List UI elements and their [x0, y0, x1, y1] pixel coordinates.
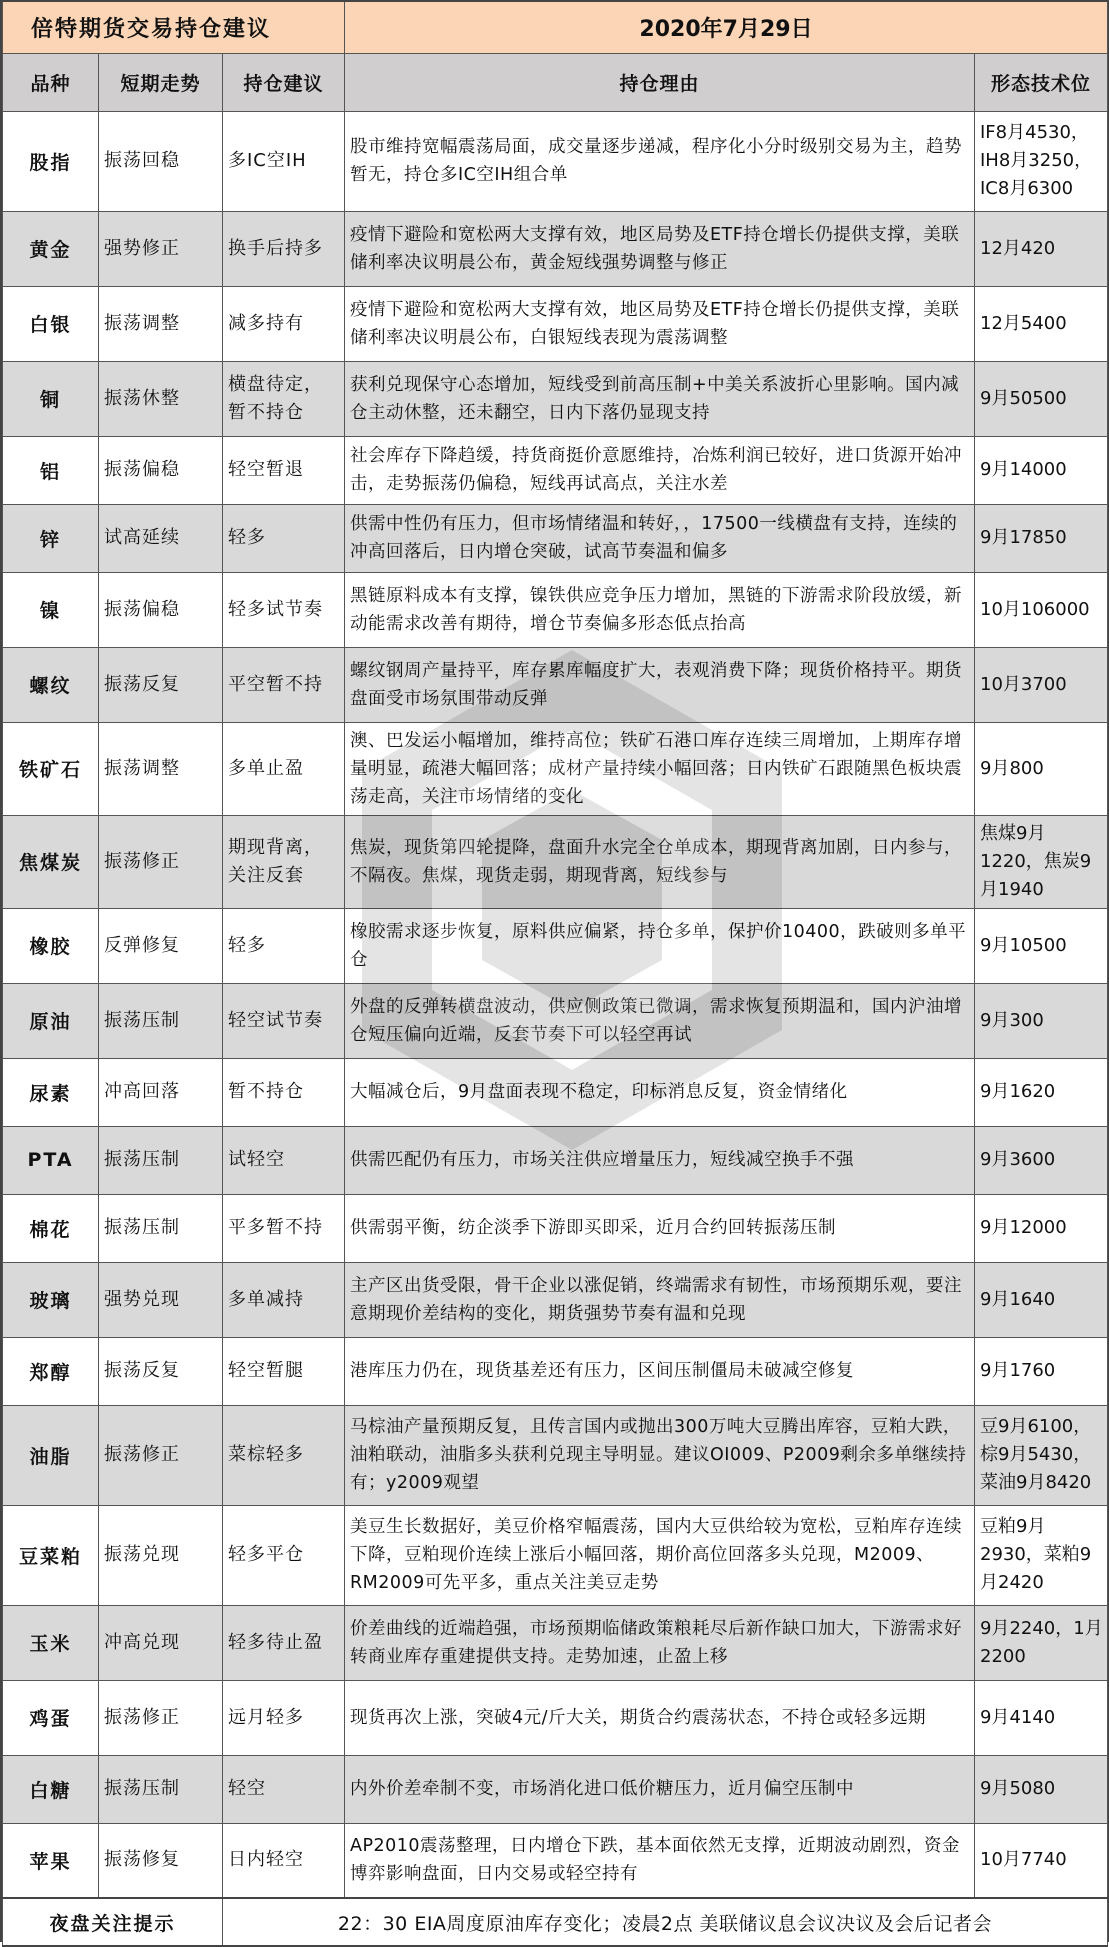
position-advice: 减多持有 — [223, 286, 345, 361]
variety-name: PTA — [3, 1126, 99, 1194]
technical-level: 9月1620 — [975, 1058, 1108, 1126]
night-session-label: 夜盘关注提示 — [3, 1898, 223, 1946]
table-row — [3, 504, 1108, 572]
table-row — [3, 1755, 1108, 1823]
position-advice: 日内轻空 — [223, 1823, 345, 1898]
sheet-date: 2020年7月29日 — [345, 1, 1108, 53]
position-reason: 疫情下避险和宽松两大支撑有效，地区局势及ETF持仓增长仍提供支撑，美联储利率决议明晨公布，白银短线表现为震荡调整 — [345, 286, 975, 361]
position-advice: 平多暂不持 — [223, 1194, 345, 1262]
position-reason: AP2010震荡整理，日内增仓下跌，基本面依然无支撑，近期波动剧烈，资金博弈影响盘面，日内交易或轻空持有 — [345, 1823, 975, 1898]
short-term-trend: 振荡偏稳 — [99, 572, 223, 647]
variety-name: 黄金 — [3, 211, 99, 286]
table-row — [3, 1823, 1108, 1898]
short-term-trend: 振荡压制 — [99, 1126, 223, 1194]
short-term-trend: 强势兑现 — [99, 1262, 223, 1337]
position-advice: 轻多试节奏 — [223, 572, 345, 647]
short-term-trend: 振荡反复 — [99, 1337, 223, 1405]
technical-level: 9月10500 — [975, 908, 1108, 983]
position-reason: 价差曲线的近端趋强，市场预期临储政策粮耗尽后新作缺口加大，下游需求好转商业库存重建提供支持。走势加速，止盈上移 — [345, 1605, 975, 1680]
technical-level: 9月300 — [975, 983, 1108, 1058]
table-row — [3, 983, 1108, 1058]
variety-name: 锌 — [3, 504, 99, 572]
technical-level: 12月420 — [975, 211, 1108, 286]
table-row — [3, 1405, 1108, 1505]
position-reason: 美豆生长数据好，美豆价格窄幅震荡，国内大豆供给较为宽松，豆粕库存连续下降，豆粕现价连续上涨后小幅回落，期价高位回落多头兑现，M2009、RM2009可先平多，重点关注美豆走势 — [345, 1505, 975, 1605]
short-term-trend: 振荡调整 — [99, 286, 223, 361]
technical-level: 10月7740 — [975, 1823, 1108, 1898]
position-advice: 轻空暂退 — [223, 436, 345, 504]
technical-level: 焦煤9月1220，焦炭9月1940 — [975, 815, 1108, 908]
table-row — [3, 111, 1108, 211]
technical-level: 10月106000 — [975, 572, 1108, 647]
technical-level: 9月14000 — [975, 436, 1108, 504]
position-advice: 远月轻多 — [223, 1680, 345, 1755]
table-row — [3, 1337, 1108, 1405]
short-term-trend: 振荡修复 — [99, 1823, 223, 1898]
table-row — [3, 211, 1108, 286]
technical-level: 豆粕9月2930，菜粕9月2420 — [975, 1505, 1108, 1605]
variety-name: 棉花 — [3, 1194, 99, 1262]
position-reason: 澳、巴发运小幅增加，维持高位；铁矿石港口库存连续三周增加，上期库存增量明显，疏港大幅回落；成材产量持续小幅回落；日内铁矿石跟随黑色板块震荡走高，关注市场情绪的变化 — [345, 722, 975, 815]
position-advice: 暂不持仓 — [223, 1058, 345, 1126]
technical-level: 9月1760 — [975, 1337, 1108, 1405]
sheet-title: 倍特期货交易持仓建议 — [3, 1, 345, 53]
variety-name: 橡胶 — [3, 908, 99, 983]
position-reason: 获利兑现保守心态增加，短线受到前高压制+中美关系波折心里影响。国内减仓主动休整，还未翻空，日内下落仍显现支持 — [345, 361, 975, 436]
table-row — [3, 1680, 1108, 1755]
position-reason: 马棕油产量预期反复，且传言国内或抛出300万吨大豆腾出库容，豆粕大跌，油粕联动，油脂多头获利兑现主导明显。建议OI009、P2009剩余多单继续持有；y2009观望 — [345, 1405, 975, 1505]
table-row — [3, 1262, 1108, 1337]
variety-name: 原油 — [3, 983, 99, 1058]
short-term-trend: 振荡修正 — [99, 815, 223, 908]
variety-name: 镍 — [3, 572, 99, 647]
variety-name: 白糖 — [3, 1755, 99, 1823]
technical-level: IF8月4530，IH8月3250，IC8月6300 — [975, 111, 1108, 211]
night-session-text: 22：30 EIA周度原油库存变化；凌晨2点 美联储议息会议决议及会后记者会 — [223, 1898, 1108, 1946]
technical-level: 9月2240，1月2200 — [975, 1605, 1108, 1680]
variety-name: 鸡蛋 — [3, 1680, 99, 1755]
short-term-trend: 振荡偏稳 — [99, 436, 223, 504]
technical-level: 12月5400 — [975, 286, 1108, 361]
variety-name: 铝 — [3, 436, 99, 504]
short-term-trend: 振荡压制 — [99, 1194, 223, 1262]
technical-level: 豆9月6100，棕9月5430，菜油9月8420 — [975, 1405, 1108, 1505]
title-row — [3, 1, 1108, 53]
position-advice: 轻空暂腿 — [223, 1337, 345, 1405]
position-reason: 焦炭，现货第四轮提降，盘面升水完全仓单成本，期现背离加剧，日内参与，不隔夜。焦煤，现货走弱，期现背离，短线参与 — [345, 815, 975, 908]
variety-name: 苹果 — [3, 1823, 99, 1898]
short-term-trend: 振荡修正 — [99, 1680, 223, 1755]
position-advice: 换手后持多 — [223, 211, 345, 286]
column-header-advice: 持仓建议 — [223, 53, 345, 111]
table-row — [3, 1126, 1108, 1194]
short-term-trend: 振荡调整 — [99, 722, 223, 815]
position-advice: 轻空试节奏 — [223, 983, 345, 1058]
column-header-trend: 短期走势 — [99, 53, 223, 111]
position-advice: 平空暂不持 — [223, 647, 345, 722]
variety-name: 焦煤炭 — [3, 815, 99, 908]
position-advice: 轻多 — [223, 504, 345, 572]
position-advice: 轻空 — [223, 1755, 345, 1823]
short-term-trend: 冲高回落 — [99, 1058, 223, 1126]
short-term-trend: 冲高兑现 — [99, 1605, 223, 1680]
position-reason: 螺纹钢周产量持平，库存累库幅度扩大，表观消费下降；现货价格持平。期货盘面受市场氛围带动反弹 — [345, 647, 975, 722]
table-row — [3, 815, 1108, 908]
position-advice: 菜棕轻多 — [223, 1405, 345, 1505]
variety-name: 油脂 — [3, 1405, 99, 1505]
variety-name: 股指 — [3, 111, 99, 211]
table-row — [3, 1194, 1108, 1262]
table-row — [3, 286, 1108, 361]
night-session-row — [3, 1898, 1108, 1946]
column-header-variety: 品种 — [3, 53, 99, 111]
technical-level: 9月5080 — [975, 1755, 1108, 1823]
short-term-trend: 试高延续 — [99, 504, 223, 572]
position-reason: 主产区出货受限，骨干企业以涨促销，终端需求有韧性，市场预期乐观，要注意期现价差结构的变化，期货强势节奏有温和兑现 — [345, 1262, 975, 1337]
advice-table — [2, 0, 1108, 1947]
short-term-trend: 振荡休整 — [99, 361, 223, 436]
table-row — [3, 361, 1108, 436]
short-term-trend: 振荡回稳 — [99, 111, 223, 211]
variety-name: 豆菜粕 — [3, 1505, 99, 1605]
technical-level: 9月1640 — [975, 1262, 1108, 1337]
position-reason: 橡胶需求逐步恢复，原料供应偏紧，持仓多单，保护价10400，跌破则多单平仓 — [345, 908, 975, 983]
table-row — [3, 647, 1108, 722]
technical-level: 9月50500 — [975, 361, 1108, 436]
position-advice: 横盘待定，暂不持仓 — [223, 361, 345, 436]
variety-name: 尿素 — [3, 1058, 99, 1126]
short-term-trend: 强势修正 — [99, 211, 223, 286]
position-reason: 供需匹配仍有压力，市场关注供应增量压力，短线减空换手不强 — [345, 1126, 975, 1194]
position-reason: 现货再次上涨，突破4元/斤大关，期货合约震荡状态，不持仓或轻多远期 — [345, 1680, 975, 1755]
position-advice: 轻多待止盈 — [223, 1605, 345, 1680]
technical-level: 9月800 — [975, 722, 1108, 815]
table-row — [3, 1058, 1108, 1126]
technical-level: 9月4140 — [975, 1680, 1108, 1755]
short-term-trend: 振荡压制 — [99, 983, 223, 1058]
position-reason: 疫情下避险和宽松两大支撑有效，地区局势及ETF持仓增长仍提供支撑，美联储利率决议明晨公布，黄金短线强势调整与修正 — [345, 211, 975, 286]
table-row — [3, 1605, 1108, 1680]
position-advice: 期现背离，关注反套 — [223, 815, 345, 908]
variety-name: 螺纹 — [3, 647, 99, 722]
short-term-trend: 振荡修正 — [99, 1405, 223, 1505]
position-advice: 试轻空 — [223, 1126, 345, 1194]
position-reason: 内外价差牵制不变，市场消化进口低价糖压力，近月偏空压制中 — [345, 1755, 975, 1823]
table-row — [3, 436, 1108, 504]
technical-level: 10月3700 — [975, 647, 1108, 722]
variety-name: 铜 — [3, 361, 99, 436]
variety-name: 铁矿石 — [3, 722, 99, 815]
short-term-trend: 振荡压制 — [99, 1755, 223, 1823]
position-reason: 供需弱平衡，纺企淡季下游即买即采，近月合约回转振荡压制 — [345, 1194, 975, 1262]
position-reason: 社会库存下降趋缓，持货商挺价意愿维持，冶炼利润已较好，进口货源开始冲击，走势振荡仍偏稳，短线再试高点，关注水差 — [345, 436, 975, 504]
position-advice: 轻多 — [223, 908, 345, 983]
variety-name: 白银 — [3, 286, 99, 361]
short-term-trend: 振荡兑现 — [99, 1505, 223, 1605]
technical-level: 9月12000 — [975, 1194, 1108, 1262]
table-row — [3, 722, 1108, 815]
position-reason: 股市维持宽幅震荡局面，成交量逐步递减，程序化小分时级别交易为主，趋势暂无，持仓多IC空IH组合单 — [345, 111, 975, 211]
position-advice: 多单减持 — [223, 1262, 345, 1337]
position-reason: 外盘的反弹转横盘波动，供应侧政策已微调，需求恢复预期温和，国内沪油增仓短压偏向近端，反套节奏下可以轻空再试 — [345, 983, 975, 1058]
short-term-trend: 反弹修复 — [99, 908, 223, 983]
short-term-trend: 振荡反复 — [99, 647, 223, 722]
variety-name: 玉米 — [3, 1605, 99, 1680]
table-row — [3, 908, 1108, 983]
position-advice: 多IC空IH — [223, 111, 345, 211]
technical-level: 9月17850 — [975, 504, 1108, 572]
variety-name: 玻璃 — [3, 1262, 99, 1337]
technical-level: 9月3600 — [975, 1126, 1108, 1194]
column-header-row — [3, 53, 1108, 111]
column-header-reason: 持仓理由 — [345, 53, 975, 111]
column-header-technical-level: 形态技术位 — [975, 53, 1108, 111]
advice-rows — [3, 111, 1108, 1898]
position-reason: 供需中性仍有压力，但市场情绪温和转好，，17500一线横盘有支持，连续的冲高回落后，日内增仓突破，试高节奏温和偏多 — [345, 504, 975, 572]
position-reason: 黑链原料成本有支撑，镍铁供应竞争压力增加，黑链的下游需求阶段放缓，新动能需求改善有期待，增仓节奏偏多形态低点抬高 — [345, 572, 975, 647]
position-advice: 轻多平仓 — [223, 1505, 345, 1605]
table-row — [3, 572, 1108, 647]
position-advice: 多单止盈 — [223, 722, 345, 815]
table-row — [3, 1505, 1108, 1605]
variety-name: 郑醇 — [3, 1337, 99, 1405]
position-reason: 大幅减仓后，9月盘面表现不稳定，印标消息反复，资金情绪化 — [345, 1058, 975, 1126]
position-reason: 港库压力仍在，现货基差还有压力，区间压制僵局未破减空修复 — [345, 1337, 975, 1405]
